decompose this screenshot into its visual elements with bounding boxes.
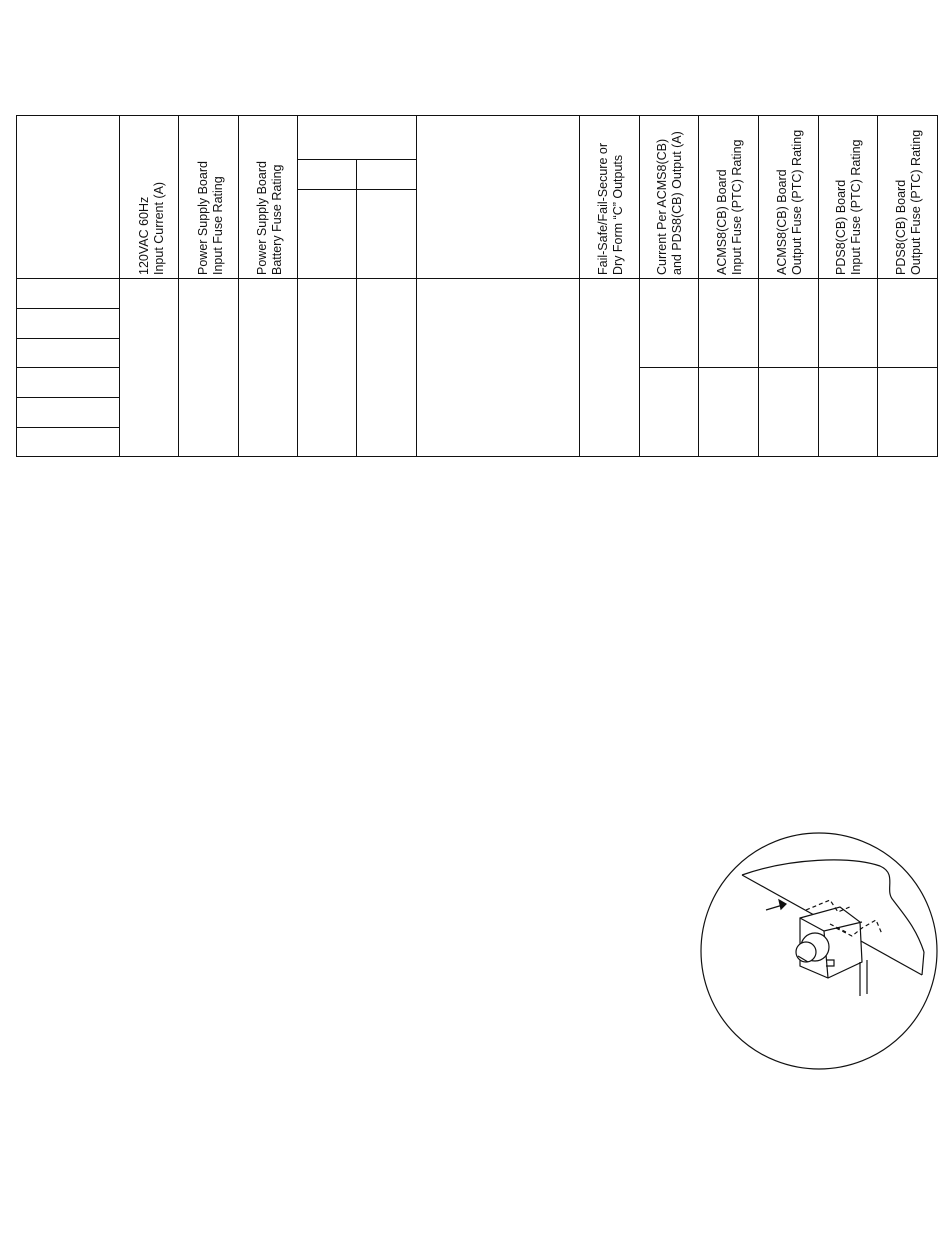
header-input-current: 120VAC 60Hz Input Current (A) xyxy=(137,181,166,275)
header-acms8-output-fuse: ACMS8(CB) Board Output Fuse (PTC) Rating xyxy=(775,129,804,275)
header-pds8-input-fuse: PDS8(CB) Board Input Fuse (PTC) Rating xyxy=(834,139,863,275)
tamper-switch-illustration xyxy=(701,833,937,1069)
header-ps-battery-fuse: Power Supply Board Battery Fuse Rating xyxy=(255,161,284,275)
header-pds8-output-fuse: PDS8(CB) Board Output Fuse (PTC) Rating xyxy=(894,129,923,275)
header-fail-safe-outputs: Fail-Safe/Fail-Secure or Dry Form “C” Outputs xyxy=(596,143,625,275)
header-acms8-input-fuse: ACMS8(CB) Board Input Fuse (PTC) Rating xyxy=(715,139,744,275)
header-current-per-output: Current Per ACMS8(CB) and PDS8(CB) Output (A) xyxy=(655,131,684,275)
header-ps-input-fuse: Power Supply Board Input Fuse Rating xyxy=(196,161,225,275)
